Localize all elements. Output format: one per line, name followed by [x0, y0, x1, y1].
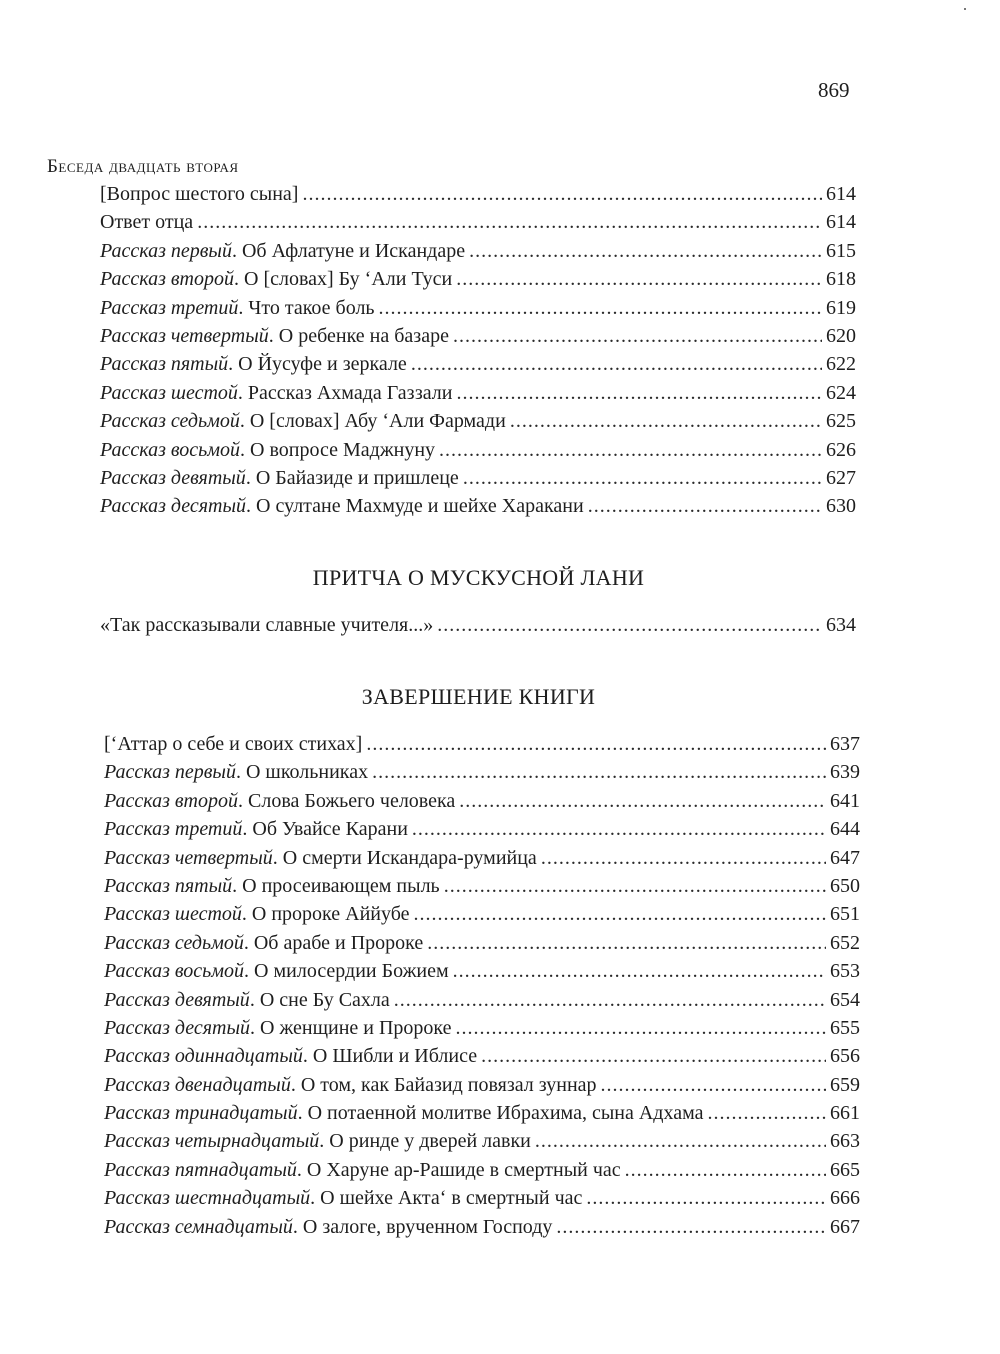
toc-entry-text: . О вопросе Маджнуну: [240, 438, 436, 461]
toc-page-number: 618: [826, 268, 856, 291]
toc-page-number: 653: [830, 960, 860, 983]
toc-entry: [100, 492, 856, 520]
toc-entry-title: [100, 350, 407, 378]
toc-page-number: 659: [830, 1073, 860, 1096]
toc-section-3: [104, 730, 860, 1241]
toc-entry-title: [104, 787, 455, 815]
toc-entry-title: [100, 208, 193, 236]
toc-entry: [100, 294, 856, 322]
toc-page-number: 665: [830, 1158, 860, 1181]
toc-page-number: 634: [826, 614, 856, 636]
toc-page-number: 666: [830, 1187, 860, 1210]
toc-entry-title: [104, 1071, 597, 1099]
toc-entry-label: Рассказ двенадцатый: [104, 1073, 291, 1096]
toc-entry-text: . О женщине и Пророке: [250, 1016, 452, 1039]
toc-entry: [104, 787, 860, 815]
toc-dot-leader: [456, 1014, 826, 1042]
toc-entry-title: [104, 1184, 582, 1212]
toc-entry-title: [104, 900, 410, 928]
toc-entry-label: Рассказ пятый: [104, 874, 233, 897]
toc-page-number: 651: [830, 903, 860, 926]
toc-entry-text: «Так рассказывали славные учителя...»: [100, 614, 434, 636]
toc-entry-text: . О залоге, врученном Господу: [292, 1215, 553, 1238]
toc-entry: [104, 730, 860, 758]
toc-entry: [100, 208, 856, 236]
toc-entry-text: . О Шибли и Иблисе: [302, 1045, 478, 1068]
toc-entry-label: Рассказ десятый: [104, 1016, 251, 1039]
toc-dot-leader: [379, 294, 822, 322]
toc-entry: [104, 1213, 860, 1241]
toc-page-number: 625: [826, 410, 856, 433]
toc-entry-text: . Об арабе и Пророке: [243, 931, 424, 954]
toc-entry: [104, 872, 860, 900]
toc-entry-text: . О Йусуфе и зеркале: [228, 353, 407, 376]
toc-page-number: 619: [826, 296, 856, 319]
toc-entry-text: . Слова Божьего человека: [238, 789, 456, 812]
toc-entry: [100, 611, 856, 639]
toc-page-number: 655: [830, 1016, 860, 1039]
toc-entry: [104, 1127, 860, 1155]
toc-entry: [104, 1156, 860, 1184]
toc-dot-leader: [414, 900, 826, 928]
toc-dot-leader: [459, 787, 826, 815]
toc-entry-title: [104, 815, 408, 843]
section-title-parable: ПРИТЧА О МУСКУСНОЙ ЛАНИ: [312, 565, 645, 590]
toc-entry-title: [104, 986, 390, 1014]
toc-entry-title: [100, 492, 584, 520]
toc-entry-text: . О пророке Аййубе: [241, 903, 410, 926]
toc-dot-leader: [463, 464, 822, 492]
toc-entry-text: . О Байазиде и пришлеце: [245, 466, 459, 489]
toc-entry-text: . О потаенной молитве Ибрахима, сына Адхама: [297, 1102, 704, 1125]
toc-dot-leader: [707, 1099, 826, 1127]
toc-page-number: 663: [830, 1130, 860, 1153]
toc-entry-label: Рассказ второй: [100, 268, 234, 291]
toc-entry-title: [104, 758, 368, 786]
toc-entry: [100, 265, 856, 293]
toc-dot-leader: [372, 758, 826, 786]
toc-dot-leader: [556, 1213, 826, 1241]
toc-entry-text: . О смерти Искандара-румийца: [272, 846, 537, 869]
toc-entry: [104, 758, 860, 786]
toc-dot-leader: [197, 208, 822, 236]
toc-entry-label: Рассказ седьмой: [104, 931, 244, 954]
toc-dot-leader: [453, 322, 822, 350]
toc-entry-title: [104, 872, 440, 900]
toc-entry-text: . О султане Махмуде и шейхе Харакани: [246, 495, 584, 518]
toc-dot-leader: [469, 237, 822, 265]
toc-entry: [104, 1042, 860, 1070]
toc-entry-text: [Вопрос шестого сына]: [100, 183, 299, 205]
toc-entry-text: . О ребенке на базаре: [268, 324, 449, 347]
toc-entry-title: [104, 1156, 621, 1184]
toc-entry-label: Рассказ первый: [100, 239, 232, 262]
toc-entry-text: . О ринде у дверей лавки: [319, 1130, 531, 1153]
toc-entry-label: Рассказ восьмой: [104, 960, 245, 983]
toc-entry-title: [104, 844, 537, 872]
toc-entry-title: [100, 322, 449, 350]
toc-entry-label: Рассказ пятнадцатый: [104, 1158, 297, 1181]
page-number: 869: [818, 78, 850, 102]
toc-entry-text: . О милосердии Божием: [244, 960, 449, 983]
toc-page-number: 650: [830, 874, 860, 897]
toc-section-1: [100, 180, 856, 521]
toc-entry-text: . О сне Бу Сахла: [249, 988, 390, 1011]
toc-dot-leader: [302, 180, 822, 208]
toc-dot-leader: [481, 1042, 826, 1070]
toc-page-number: 627: [826, 466, 856, 489]
toc-dot-leader: [535, 1127, 826, 1155]
toc-entry-text: . О школьниках: [235, 761, 369, 784]
toc-entry-title: [104, 1014, 452, 1042]
toc-entry-title: [104, 730, 362, 758]
section-title-conclusion: ЗАВЕРШЕНИЕ КНИГИ: [361, 684, 596, 709]
toc-entry-text: . О [словах] Абу ‘Али Фармади: [239, 410, 506, 433]
toc-entry-label: Рассказ четвертый: [100, 324, 269, 347]
toc-entry: [100, 237, 856, 265]
toc-dot-leader: [510, 407, 822, 435]
scan-mark: [964, 8, 966, 10]
toc-entry-label: Рассказ одиннадцатый: [104, 1045, 303, 1068]
toc-dot-leader: [444, 872, 826, 900]
toc-entry-title: [100, 611, 433, 639]
toc-entry: [104, 1099, 860, 1127]
toc-entry-label: Рассказ первый: [104, 761, 236, 784]
toc-entry-label: Рассказ девятый: [104, 988, 250, 1011]
toc-entry-title: [104, 1213, 552, 1241]
toc-page-number: 622: [826, 353, 856, 376]
toc-entry-text: . Об Афлатуне и Искандаре: [231, 239, 466, 262]
toc-entry-text: . О шейхе Акта‘ в смертный час: [310, 1187, 583, 1210]
toc-page-number: 641: [830, 789, 860, 812]
toc-page-number: 639: [830, 761, 860, 784]
toc-entry-title: [100, 436, 435, 464]
toc-page-number: 652: [830, 931, 860, 954]
toc-entry-label: Рассказ десятый: [100, 495, 247, 518]
toc-page-number: 644: [830, 818, 860, 841]
toc-section-2: [100, 611, 856, 639]
toc-entry: [100, 436, 856, 464]
toc-page-number: 630: [826, 495, 856, 518]
toc-dot-leader: [453, 957, 826, 985]
toc-entry: [100, 379, 856, 407]
toc-dot-leader: [394, 986, 826, 1014]
toc-page-number: 667: [830, 1215, 860, 1238]
toc-entry-title: [100, 237, 465, 265]
toc-entry-label: Рассказ четырнадцатый: [104, 1130, 320, 1153]
toc-entry-label: Рассказ второй: [104, 789, 238, 812]
toc-dot-leader: [366, 730, 826, 758]
toc-entry-label: Рассказ третий: [100, 296, 239, 319]
toc-entry-text: . Об Увайсе Карани: [242, 818, 408, 841]
toc-entry-label: Рассказ пятый: [100, 353, 229, 376]
toc-dot-leader: [625, 1156, 826, 1184]
toc-entry-label: Рассказ шестой: [100, 381, 238, 404]
toc-entry: [104, 1014, 860, 1042]
toc-page-number: 624: [826, 381, 856, 404]
toc-page-number: 620: [826, 324, 856, 347]
toc-entry-text: . О том, как Байазид повязал зуннар: [290, 1073, 597, 1096]
toc-entry-title: [100, 379, 452, 407]
toc-entry: [104, 1071, 860, 1099]
toc-entry-text: . Рассказ Ахмада Газзали: [237, 381, 453, 404]
toc-entry: [100, 464, 856, 492]
toc-entry-title: [100, 180, 298, 208]
toc-entry-label: Рассказ шестой: [104, 903, 242, 926]
toc-entry-text: . О [словах] Бу ‘Али Туси: [234, 268, 453, 291]
toc-entry-title: [100, 407, 506, 435]
toc-entry-title: [104, 1042, 477, 1070]
chapter-heading: Беседа двадцать вторая: [47, 156, 239, 177]
toc-page-number: 647: [830, 846, 860, 869]
toc-dot-leader: [427, 929, 826, 957]
toc-entry: [100, 350, 856, 378]
toc-entry: [100, 180, 856, 208]
toc-entry-label: Рассказ восьмой: [100, 438, 241, 461]
toc-page-number: 637: [830, 733, 860, 755]
toc-entry-label: Рассказ тринадцатый: [104, 1102, 298, 1125]
toc-page-number: 661: [830, 1102, 860, 1125]
toc-entry: [104, 844, 860, 872]
toc-page-number: 656: [830, 1045, 860, 1068]
toc-entry: [104, 986, 860, 1014]
toc-entry: [104, 957, 860, 985]
toc-entry-text: . О просеивающем пыль: [232, 874, 440, 897]
toc-entry-label: Рассказ третий: [104, 818, 243, 841]
toc-entry-title: [104, 929, 423, 957]
toc-entry: [104, 900, 860, 928]
toc-dot-leader: [437, 611, 822, 639]
toc-dot-leader: [412, 815, 826, 843]
toc-entry-text: Ответ отца: [100, 211, 194, 234]
toc-entry-title: [100, 265, 452, 293]
toc-entry-text: . О Харуне ар-Рашиде в смертный час: [296, 1158, 621, 1181]
toc-page-number: 626: [826, 438, 856, 461]
toc-entry-text: [‘Аттар о себе и своих стихах]: [104, 733, 363, 755]
toc-entry-title: [104, 1099, 703, 1127]
toc-dot-leader: [586, 1184, 826, 1212]
toc-dot-leader: [601, 1071, 826, 1099]
toc-entry-label: Рассказ шестнадцатый: [104, 1187, 311, 1210]
toc-dot-leader: [588, 492, 822, 520]
toc-entry-title: [100, 464, 459, 492]
toc-dot-leader: [411, 350, 822, 378]
toc-dot-leader: [456, 265, 822, 293]
toc-page-number: 654: [830, 988, 860, 1011]
toc-entry-label: Рассказ семнадцатый: [104, 1215, 293, 1238]
toc-entry: [104, 1184, 860, 1212]
toc-entry: [100, 322, 856, 350]
toc-entry-label: Рассказ седьмой: [100, 410, 240, 433]
toc-entry-text: . Что такое боль: [238, 296, 375, 319]
toc-entry-label: Рассказ девятый: [100, 466, 246, 489]
toc-entry-title: [100, 294, 375, 322]
toc-entry-title: [104, 1127, 531, 1155]
toc-entry-title: [104, 957, 449, 985]
toc-entry-label: Рассказ четвертый: [104, 846, 273, 869]
toc-page-number: 614: [826, 183, 856, 205]
toc-dot-leader: [456, 379, 822, 407]
toc-entry: [100, 407, 856, 435]
toc-page-number: 615: [826, 239, 856, 262]
toc-dot-leader: [439, 436, 822, 464]
toc-entry: [104, 815, 860, 843]
toc-page-number: 614: [826, 211, 856, 234]
toc-entry: [104, 929, 860, 957]
toc-dot-leader: [541, 844, 826, 872]
